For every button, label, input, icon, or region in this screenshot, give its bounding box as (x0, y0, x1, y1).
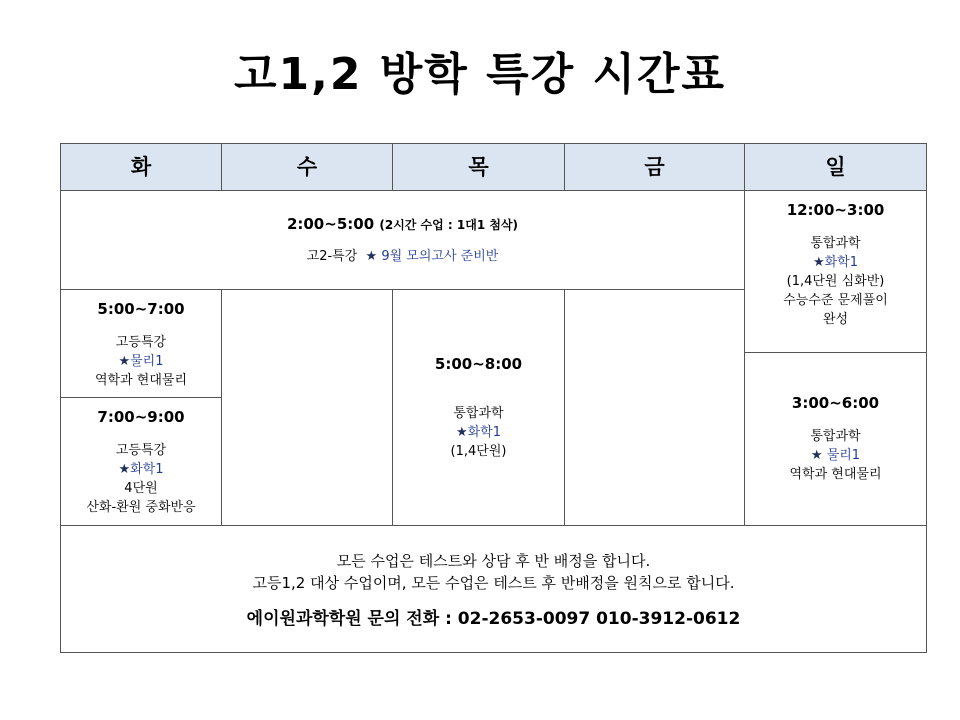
course-name: 통합과학 (810, 236, 861, 251)
session-time: 7:00~9:00 (97, 408, 185, 426)
session-time: 5:00~8:00 (434, 354, 523, 373)
subject-name: 물리1 (130, 354, 164, 369)
wednesday-empty-cell (222, 290, 393, 526)
subject-name: 물리1 (822, 448, 861, 463)
detail-line: (1,4단원 심화반) (786, 274, 885, 289)
subject-name: 화학1 (824, 255, 859, 270)
thursday-session (393, 290, 565, 526)
sunday-session-1 (745, 191, 927, 353)
course-name: 고등특강 (115, 335, 167, 350)
star-icon: ★ (118, 462, 131, 477)
footer-notice (61, 526, 927, 653)
detail-line: 산화-환원 중화반응 (86, 500, 196, 515)
tuesday-session-2 (61, 398, 222, 526)
notice-line-2: 고등1,2 대상 수업이며, 모든 수업은 테스트 후 반배정을 원칙으로 합니다. (252, 573, 735, 592)
star-icon: ★ (812, 255, 825, 270)
sunday-session-2 (745, 353, 927, 526)
star-icon: ★ (365, 248, 378, 264)
detail-line: (1,4단원) (450, 443, 507, 459)
header-row (61, 144, 927, 191)
page-title: 고1,2 방학 특강 시간표 (234, 49, 726, 100)
timetable (60, 143, 927, 653)
day-header-tue: 화 (61, 144, 222, 191)
tuesday-session-1 (61, 290, 222, 398)
session-time: 5:00~7:00 (97, 300, 185, 318)
day-header-fri: 금 (565, 144, 745, 191)
session-time: 2:00~5:00 (286, 214, 375, 233)
session-prefix: 고2-특강 (306, 248, 358, 264)
subject-name: 화학1 (467, 424, 502, 440)
star-icon: ★ (118, 354, 131, 369)
contact-info: 에이원과학학원 문의 전화 : 02-2653-0097 010-3912-0612 (246, 608, 741, 629)
day-header-sun: 일 (745, 144, 927, 191)
day-header-thu: 목 (393, 144, 565, 191)
subject-name: 화학1 (130, 462, 164, 477)
star-icon: ★ (455, 424, 468, 440)
notice-line-1: 모든 수업은 테스트와 상담 후 반 배정을 합니다. (336, 551, 651, 570)
detail-line: 역학과 현대물리 (94, 373, 188, 388)
star-icon: ★ (810, 448, 823, 463)
course-name: 고등특강 (115, 443, 167, 458)
course-name: 통합과학 (453, 405, 504, 421)
session-note: (2시간 수업 : 1대1 첨삭) (379, 217, 519, 232)
course-name: 통합과학 (810, 429, 861, 444)
friday-empty-cell (565, 290, 745, 526)
session-time: 3:00~6:00 (791, 394, 880, 412)
detail-line: 완성 (822, 312, 849, 327)
afternoon-session-cell (61, 191, 745, 290)
session-time: 12:00~3:00 (786, 201, 885, 219)
session-desc: 9월 모의고사 준비반 (381, 248, 499, 264)
detail-line: 역학과 현대물리 (789, 467, 882, 482)
detail-line: 수능수준 문제풀이 (783, 293, 888, 308)
detail-line: 4단원 (124, 481, 158, 496)
day-header-wed: 수 (222, 144, 393, 191)
